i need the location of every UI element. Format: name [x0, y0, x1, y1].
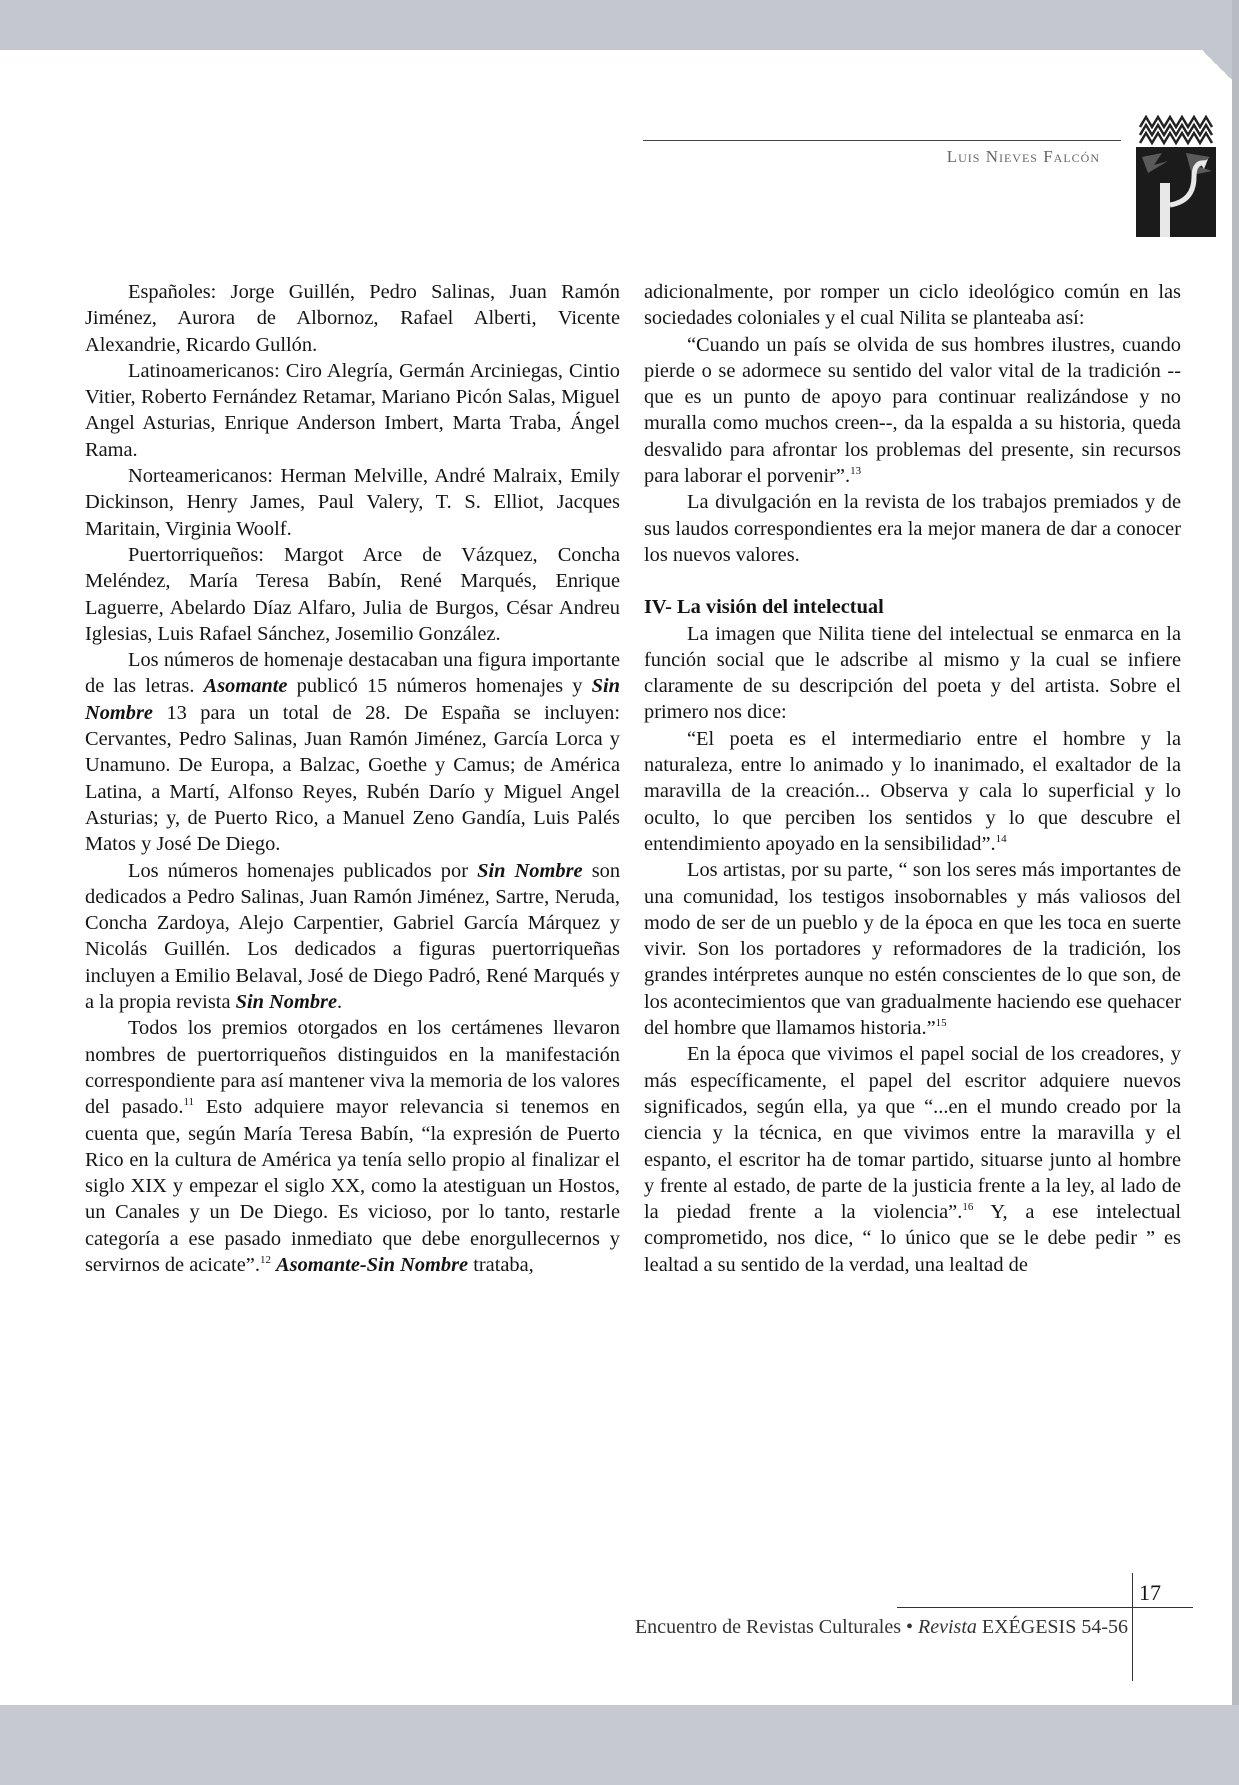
text-segment: .	[337, 991, 343, 1014]
right-column	[644, 279, 1181, 1278]
paragraph-artistas	[644, 857, 1181, 1041]
paragraph-espanoles: Españoles: Jorge Guillén, Pedro Salinas, Juan Ramón Jiménez, Aurora de Albornoz, Rafael Alberti, Vicente Alexandrie, Ricardo Gullón.	[85, 281, 620, 356]
text-segment: Los números de homenaje destacaban una figura importante de las letras.	[85, 649, 620, 698]
running-header-author: Luis Nieves Falcón	[946, 147, 1100, 166]
footnote-ref-16: 16	[962, 1201, 974, 1214]
footnote-ref-15: 15	[935, 1017, 947, 1030]
scan-background-right	[1232, 0, 1239, 1785]
paragraph-homenajes	[85, 647, 620, 857]
title-asomante-sin-nombre: Asomante-Sin Nombre	[276, 1253, 469, 1276]
footnote-ref-14: 14	[995, 832, 1007, 845]
text-segment: Esto adquiere mayor relevancia si tenemos en cuenta que, según María Teresa Babín, “la expresión de Puerto Rico en la cultura de América ya tenía sello propio al finalizar el siglo XIX y empezar el siglo XX, como la atestiguan un Hostos, un Canales y un De Diego. Es vicioso, por lo tanto, restarle categoría a ese pasado inmediato que debe enorgullecernos y servirnos de acicate”.	[85, 1096, 620, 1276]
section-heading: IV- La visión del intelectual	[644, 596, 884, 619]
quote-tradicion	[644, 332, 1181, 490]
journal-prefix: Encuentro de Revistas Culturales •	[634, 1616, 914, 1638]
journal-footer	[520, 1616, 1128, 1639]
text-segment: “El poeta es el intermediario entre el hombre y la naturaleza, entre lo animado y lo inanimado, el exaltador de la maravilla de la creación... Observa y cala lo superficial y lo oculto, lo que perciben los sentidos y lo que descubre el entendimiento apoyado en la sensibilidad”.	[644, 727, 1181, 855]
paragraph-puertorriquenos: Puertorriqueños: Margot Arce de Vázquez, Concha Meléndez, María Teresa Babín, René Marqués, Enrique Laguerre, Abelardo Díaz Alfaro, Julia de Burgos, César Andreu Iglesias, Luis Rafael Sánchez, Josemilio González.	[85, 543, 620, 645]
footer-rule-horizontal	[897, 1607, 1193, 1608]
paragraph-escritor	[644, 1041, 1181, 1278]
left-column	[85, 279, 620, 1278]
footnote-ref-11: 11	[183, 1096, 195, 1109]
text-segment: publicó 15 números homenajes y	[296, 675, 583, 698]
paragraph-continuation: adicionalmente, por romper un ciclo ideológico común en las sociedades coloniales y el cual Nilita se planteaba así:	[644, 281, 1181, 330]
journal-word: Revista	[918, 1616, 977, 1638]
page-corner	[1202, 50, 1232, 80]
footnote-ref-13: 13	[850, 465, 862, 478]
title-sin-nombre: Sin Nombre	[85, 675, 620, 724]
scan-background-top	[0, 0, 1239, 50]
title-sin-nombre: Sin Nombre	[477, 859, 583, 882]
paragraph-norteamericanos: Norteamericanos: Herman Melville, André Malraix, Emily Dickinson, Henry James, Paul Valery, T. S. Elliot, Jacques Maritain, Virginia Woolf.	[85, 465, 620, 540]
text-segment: En la época que vivimos el papel social de los creadores, y más específicamente, el papel del escritor adquiere nuevos significados, según ella, ya que “...en el mundo creado por la ciencia y la técnica, en que vivimos entre la maravilla y el espanto, el escritor ha de tomar partido, situarse junto al hombre y frente al estado, de parte de la justicia frente a la ley, al lado de la piedad frente a la violencia”.	[644, 1043, 1181, 1224]
journal-logo-icon	[1134, 113, 1218, 237]
paragraph-latinoamericanos: Latinoamericanos: Ciro Alegría, Germán Arciniegas, Cintio Vitier, Roberto Fernández Retamar, Mariano Picón Salas, Miguel Angel Asturias, Enrique Anderson Imbert, Marta Traba, Ángel Rama.	[85, 359, 620, 461]
paragraph-imagen-intelectual: La imagen que Nilita tiene del intelectual se enmarca en la función social que le adscribe al mismo y la cual se infiere claramente de su descripción del poeta y del artista. Sobre el primero nos dice:	[644, 622, 1181, 724]
text-segment: Los números homenajes publicados por	[128, 859, 468, 882]
text-segment: “Cuando un país se olvida de sus hombres ilustres, cuando pierde o se adormece su sentido del valor vital de la tradición --que es un punto de apoyo para continuar realizándose y no muralla como muchos creen--, da la espalda a su historia, queda desvalido para afrontar los problemas del presente, sin recursos para laborar el porvenir”.	[644, 333, 1181, 488]
quote-poeta	[644, 726, 1181, 857]
title-sin-nombre: Sin Nombre	[235, 991, 338, 1014]
header-rule	[643, 140, 1121, 141]
page-number: 17	[1139, 1580, 1161, 1605]
text-segment: trataba,	[473, 1253, 534, 1276]
title-asomante: Asomante	[203, 675, 288, 698]
footnote-ref-12: 12	[259, 1253, 271, 1266]
paragraph-homenajes-sin-nombre	[85, 858, 620, 1016]
paragraph-divulgacion: La divulgación en la revista de los trabajos premiados y de sus laudos correspondientes era la mejor manera de dar a conocer los nuevos valores.	[644, 491, 1181, 566]
footer-rule-vertical	[1132, 1573, 1133, 1681]
paragraph-premios	[85, 1015, 620, 1278]
text-segment: 13 para un total de 28. De España se incluyen: Cervantes, Pedro Salinas, Juan Ramón Jiménez, García Lorca y Unamuno. De Europa, a Balzac, Goethe y Camus; de América Latina, a Martí, Alfonso Reyes, Rubén Darío y Miguel Angel Asturias; y, de Puerto Rico, a Manuel Zeno Gandía, Luis Palés Matos y José De Diego.	[85, 701, 620, 856]
text-segment: son dedicados a Pedro Salinas, Juan Ramón Jiménez, Sartre, Neruda, Concha Zardoya, Alejo Carpentier, Gabriel García Márquez y Nicolás Guillén. Los dedicados a figuras puertorriqueñas incluyen a Emilio Belaval, José de Diego Padró, René Marqués y a la propia revista	[85, 859, 621, 1014]
text-segment: Y, a ese intelectual comprometido, nos dice, “ lo único que se le debe pedir ” es lealtad a su sentido de la verdad, una lealtad de	[644, 1201, 1182, 1276]
scan-background-bottom	[0, 1705, 1239, 1785]
text-segment: Los artistas, por su parte, “ son los seres más importantes de una comunidad, los testigos insobornables y más valiosos del modo de ser de un pueblo y de la época en que les toca en suerte vivir. Son los portadores y reformadores de la tradición, los grandes intérpretes aunque no estén conscientes de lo que son, de los acontecimientos que van gradualmente haciendo ese quehacer del hombre que llamamos historia.”	[644, 859, 1181, 1040]
journal-name: EXÉGESIS 54-56	[981, 1616, 1128, 1638]
text-segment: Todos los premios otorgados en los certámenes llevaron nombres de puertorriqueños distinguidos en la manifestación correspondiente para así mantener viva la memoria de los valores del pasado.	[85, 1017, 620, 1119]
